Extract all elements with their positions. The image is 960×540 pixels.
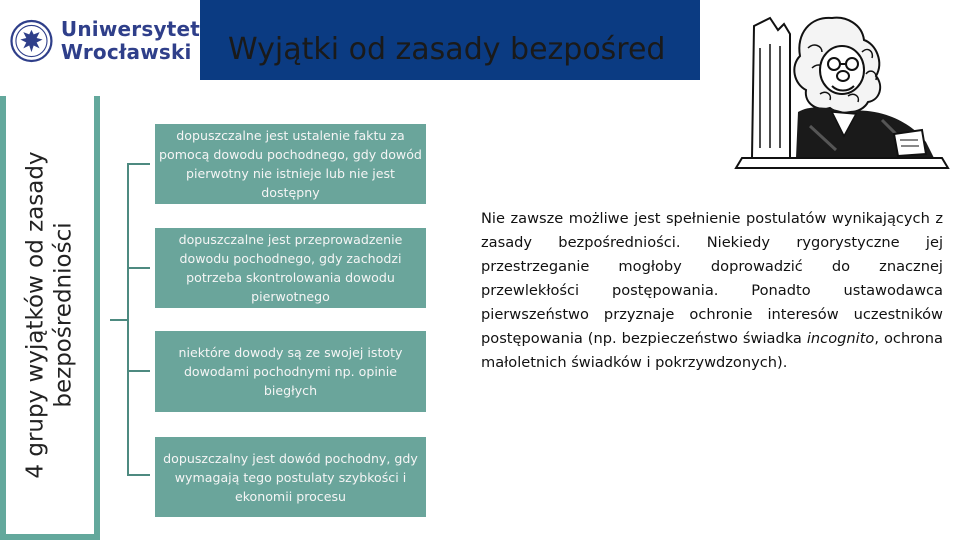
paragraph-text-2: , ochrona małoletnich świadków i pokrzywdzonych). [481, 330, 943, 371]
exception-box-4: dopuszczalny jest dowód pochodny, gdy wymagają tego postulaty szybkości i ekonomii procesu [155, 437, 426, 517]
side-label [22, 151, 78, 478]
side-panel [0, 96, 100, 540]
logo-line-1: Uniwersytet [60, 17, 200, 41]
judge-cartoon-icon [712, 8, 960, 180]
side-label-line-1: 4 grupy wyjątków od zasady [23, 151, 49, 479]
bracket-connector [110, 150, 160, 485]
university-eagle-emblem-icon [10, 12, 53, 70]
slide-title: Wyjątki od zasady bezpośred [228, 32, 666, 67]
logo-line-2: Wrocławski [60, 40, 192, 64]
side-label-line-2: bezpośredniości [51, 222, 77, 408]
side-panel-inner [6, 96, 94, 534]
exception-box-1: dopuszczalne jest ustalenie faktu za pomocą dowodu pochodnego, gdy dowód pierwotny nie istnieje lub nie jest dostępny [155, 124, 426, 204]
paragraph-italic: incognito [806, 330, 875, 347]
exception-box-3: niektóre dowody są ze swojej istoty dowodami pochodnymi np. opinie biegłych [155, 331, 426, 412]
exception-box-2: dopuszczalne jest przeprowadzenie dowodu pochodnego, gdy zachodzi potrzeba skontrolowania dowodu pierwotnego [155, 228, 426, 308]
university-logo [10, 10, 200, 72]
paragraph-text-1: Nie zawsze możliwe jest spełnienie postulatów wynikających z zasady bezpośredniości. Niekiedy rygorystyczne jej przestrzeganie mogłoby doprowadzić do znacznej przewlekłości postępowania. Ponadto ustawodawca pierwszeństwo przyznaje ochronie interesów uczestników postępowania (np. bezpieczeństwo świadka [481, 210, 943, 347]
logo-text [61, 18, 200, 64]
explanation-paragraph [481, 207, 943, 375]
